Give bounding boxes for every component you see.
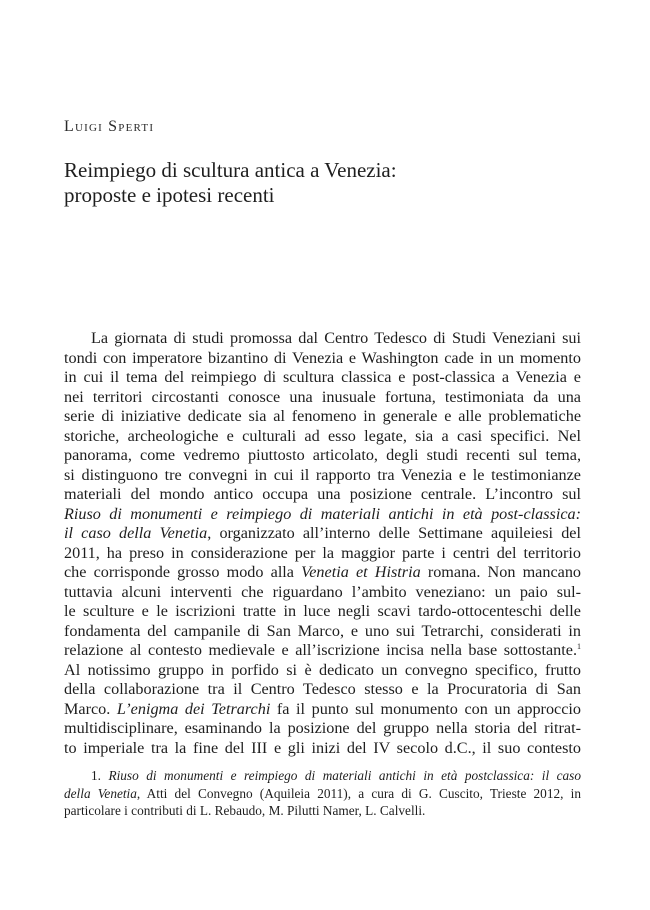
- footnote-line: [64, 785, 581, 803]
- article-title: [64, 158, 584, 208]
- body-text-run: , organizzato all’interno delle Settimane aquileiesi del: [207, 524, 581, 542]
- author-name: Luigi Sperti: [64, 118, 155, 135]
- footnote-number: 1.: [91, 768, 101, 783]
- body-line: le sculture e le iscrizioni tratte in luce negli scavi tardo-ottocenteschi delle: [64, 602, 581, 620]
- body-line: [64, 563, 581, 583]
- footnote-line: particolare i contributi di L. Rebaudo, M. Pilutti Namer, L. Calvelli.: [64, 803, 426, 818]
- body-line: [64, 641, 581, 661]
- italic-term: Venetia et Histria: [301, 563, 421, 581]
- italic-title: il caso della Venetia: [64, 524, 208, 542]
- footnote: [64, 767, 581, 820]
- body-line: tondi con imperatore bizantino di Venezia e Washington cade in un momento: [64, 348, 581, 367]
- footnote-reference[interactable]: 1: [577, 642, 581, 651]
- body-line: [64, 524, 581, 544]
- body-line: La giornata di studi promossa dal Centro Tedesco di Studi Veneziani sui: [91, 329, 581, 347]
- body-line: della collaborazione tra il Centro Tedesco stesso e la Procuratoria di San: [64, 680, 581, 698]
- title-line: Reimpiego di scultura antica a Venezia:: [64, 158, 397, 182]
- footnote-italic-title: Riuso di monumenti e reimpiego di materiali antichi in età postclassica: il caso: [108, 768, 581, 783]
- body-line: multidisciplinare, esaminando la posizione del gruppo nella storia del ritrat-: [64, 719, 581, 737]
- body-line: [64, 700, 581, 720]
- body-text-run: fa il punto sul monumento con un approccio: [270, 699, 581, 718]
- body-line: materiali del mondo antico occupa una posizione centrale. L’incontro sul: [64, 485, 581, 503]
- title-line: proposte e ipotesi recenti: [64, 183, 275, 207]
- body-line: panorama, come vedremo piuttosto articolato, degli studi recenti sul tema,: [64, 446, 581, 464]
- body-line: [64, 505, 581, 525]
- body-line: fondamenta del campanile di San Marco, e uno sui Tetrarchi, considerati in: [64, 621, 581, 640]
- footnote-text-run: , Atti del Convegno (Aquileia 2011), a cura di G. Cuscito, Trieste 2012, in: [136, 785, 581, 801]
- body-line: Al notissimo gruppo in porfido si è dedicato un convegno specifico, frutto: [64, 660, 581, 679]
- body-line: in cui il tema del reimpiego di scultura classica e post-classica a Venezia e: [64, 368, 581, 386]
- body-text: [64, 329, 581, 758]
- body-line: tuttavia alcuni interventi che riguardano l’ambito veneziano: un paio sul-: [64, 582, 581, 601]
- body-line: serie di iniziative dedicate sia al fenomeno in generale e alle problematiche: [64, 407, 581, 425]
- footnote-line: [64, 767, 581, 785]
- italic-title: L’enigma dei Tetrarchi: [116, 699, 271, 718]
- body-line: to imperiale tra la fine del III e gli inizi del IV secolo d.C., il suo contesto: [64, 738, 581, 757]
- body-line: nei territori circostanti conosce una inusuale fortuna, testimoniata da una: [64, 387, 581, 406]
- body-line: storiche, archeologiche e culturali ad esso legate, sia a casi specifici. Nel: [64, 426, 581, 445]
- body-line: si distinguono tre convegni in cui il rapporto tra Venezia e le testimonianze: [64, 465, 581, 484]
- footnote-italic-title: della Venetia: [64, 785, 137, 801]
- body-text-run: che corrisponde grosso modo alla: [64, 563, 302, 581]
- body-text-run: romana. Non mancano: [420, 563, 582, 581]
- body-text-run: relazione al contesto medievale e all’iscrizione incisa nella base sottostante.: [64, 641, 577, 659]
- italic-title: Riuso di monumenti e reimpiego di materiali antichi in età post-classica:: [64, 504, 581, 523]
- body-line: 2011, ha preso in considerazione per la maggior parte i centri del territorio: [64, 543, 581, 562]
- body-text-run: Marco.: [64, 699, 117, 718]
